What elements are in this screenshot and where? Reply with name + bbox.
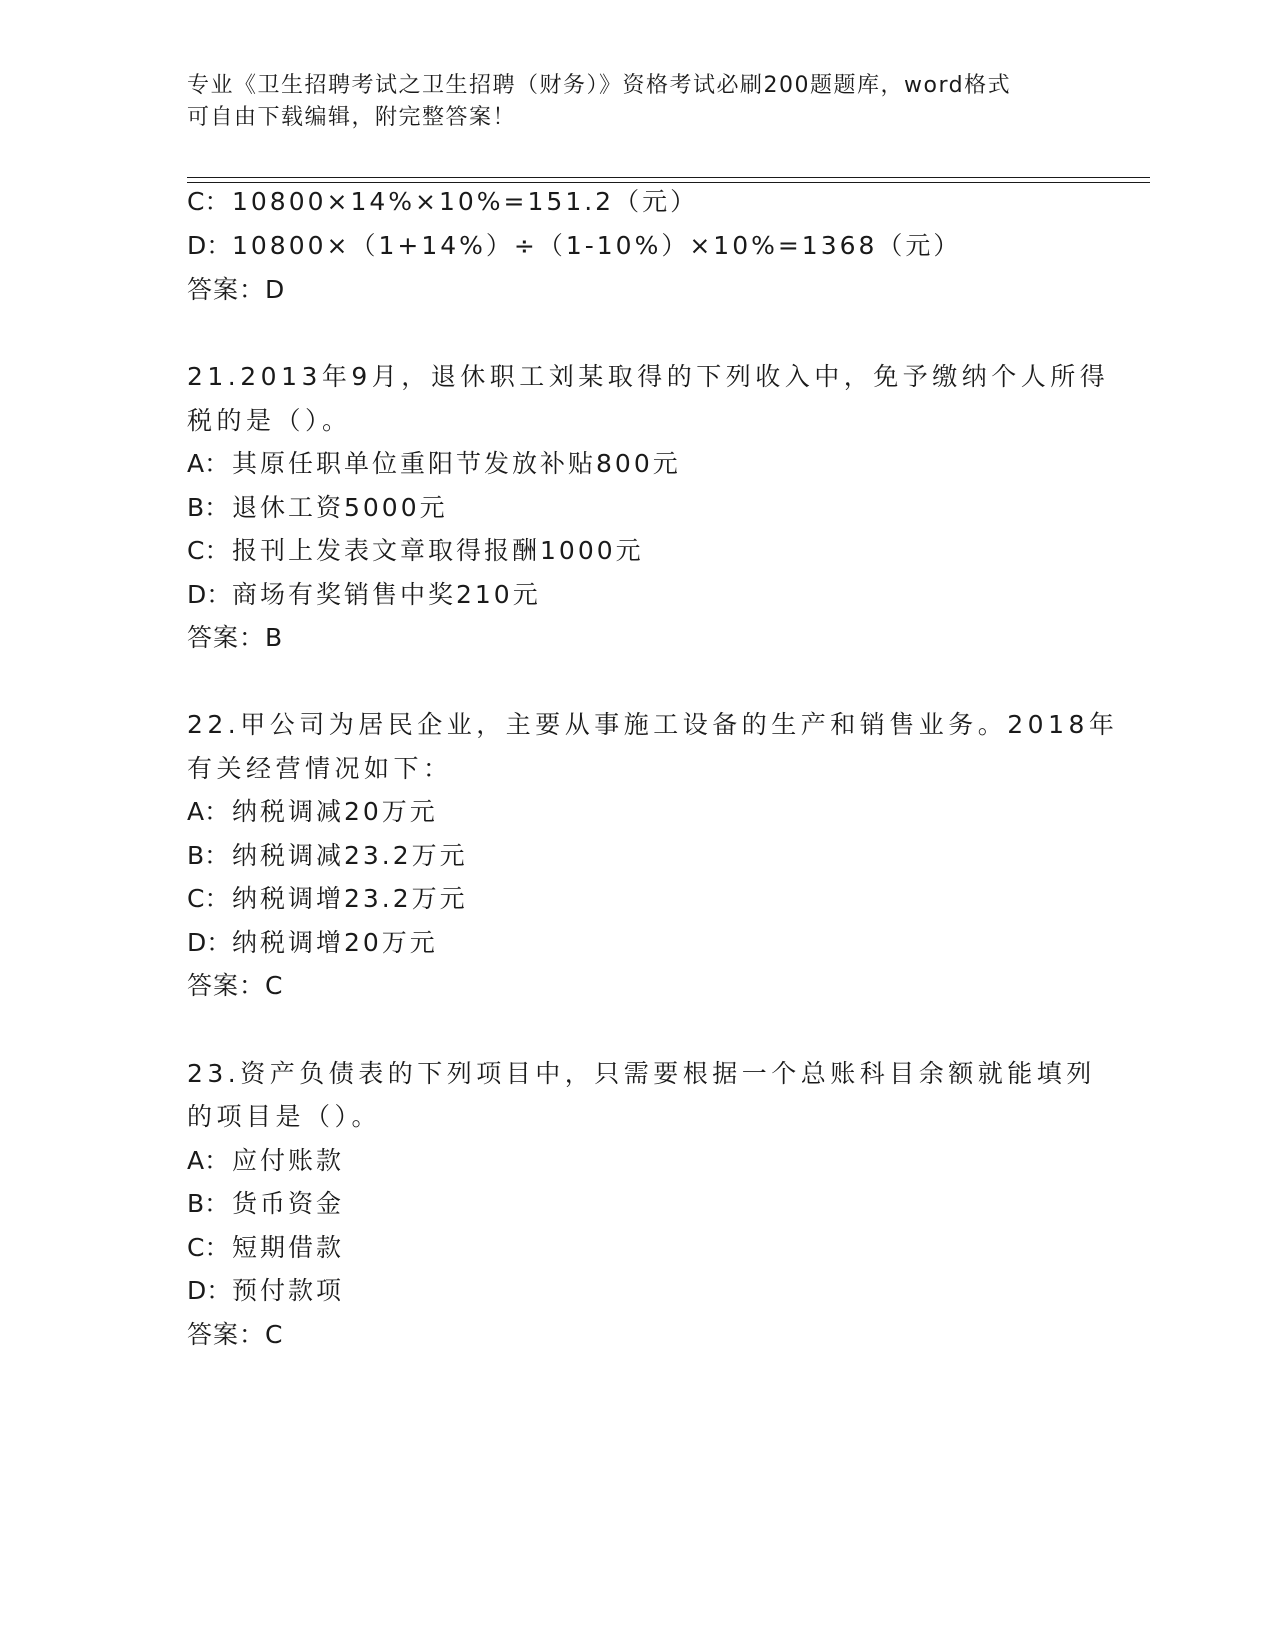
question-21-answer: 答案：B (187, 623, 284, 652)
question-23-option-c (187, 1231, 344, 1265)
question-22-option-d (187, 926, 438, 960)
question-23-stem-line-1: 23.资产负债表的下列项目中，只需要根据一个总账科目余额就能填列 (187, 1059, 1096, 1088)
header-title-line-1: 专业《卫生招聘考试之卫生招聘（财务）》资格考试必刷200题题库，word格式 (187, 73, 1012, 98)
question-23-option-a (187, 1144, 344, 1178)
document-header (187, 70, 1077, 134)
question-21-stem-line-2: 税的是（）。 (187, 406, 352, 435)
option-text: 10800×（1+14%）÷（1-10%）×10%=1368（元） (232, 231, 962, 260)
header-title-line-2: 可自由下载编辑，附完整答案！ (187, 105, 517, 130)
question-22-stem-line-1: 22.甲公司为居民企业，主要从事施工设备的生产和销售业务。2018年 (187, 710, 1119, 739)
question-21-stem-line-1: 21.2013年9月，退休职工刘某取得的下列收入中，免予缴纳个人所得 (187, 362, 1110, 391)
option-letter: A： (187, 449, 230, 478)
option-text: 商场有奖销售中奖210元 (232, 580, 541, 609)
question-23-answer: 答案：C (187, 1320, 284, 1349)
prev-answer: 答案：D (187, 275, 286, 304)
option-text: 报刊上发表文章取得报酬1000元 (232, 536, 644, 565)
question-21-option-a (187, 447, 681, 481)
option-text: 纳税调增20万元 (232, 928, 438, 957)
option-letter: D： (187, 580, 232, 609)
header-rule-bottom (187, 182, 1150, 183)
option-text: 退休工资5000元 (232, 493, 448, 522)
option-letter: A： (187, 797, 230, 826)
prev-option-c (187, 185, 698, 219)
question-22-option-b (187, 839, 468, 873)
question-21-option-b (187, 491, 448, 525)
option-text: 纳税调增23.2万元 (232, 884, 468, 913)
option-letter: C： (187, 884, 230, 913)
header-rule-top (187, 177, 1150, 178)
question-21-option-c (187, 534, 644, 568)
option-letter: A： (187, 1146, 230, 1175)
question-22-answer: 答案：C (187, 971, 284, 1000)
option-text: 预付款项 (232, 1276, 345, 1305)
option-text: 10800×14%×10%=151.2（元） (232, 187, 699, 216)
option-text: 短期借款 (232, 1233, 345, 1262)
option-letter: B： (187, 841, 230, 870)
question-21-option-d (187, 578, 541, 612)
question-23-option-b (187, 1187, 344, 1221)
prev-option-d (187, 229, 961, 263)
option-text: 货币资金 (232, 1189, 345, 1218)
option-letter: C： (187, 536, 230, 565)
option-text: 应付账款 (232, 1146, 345, 1175)
question-22-stem-line-2: 有关经营情况如下： (187, 754, 453, 783)
question-23-stem-line-2: 的项目是（）。 (187, 1102, 382, 1131)
option-text: 纳税调减20万元 (232, 797, 438, 826)
option-letter: C： (187, 187, 230, 216)
option-letter: D： (187, 1276, 232, 1305)
option-text: 其原任职单位重阳节发放补贴800元 (232, 449, 681, 478)
option-letter: D： (187, 231, 232, 260)
option-letter: B： (187, 493, 230, 522)
question-22-option-a (187, 795, 438, 829)
option-text: 纳税调减23.2万元 (232, 841, 468, 870)
option-letter: C： (187, 1233, 230, 1262)
option-letter: D： (187, 928, 232, 957)
option-letter: B： (187, 1189, 230, 1218)
question-22-option-c (187, 882, 468, 916)
question-23-option-d (187, 1274, 344, 1308)
